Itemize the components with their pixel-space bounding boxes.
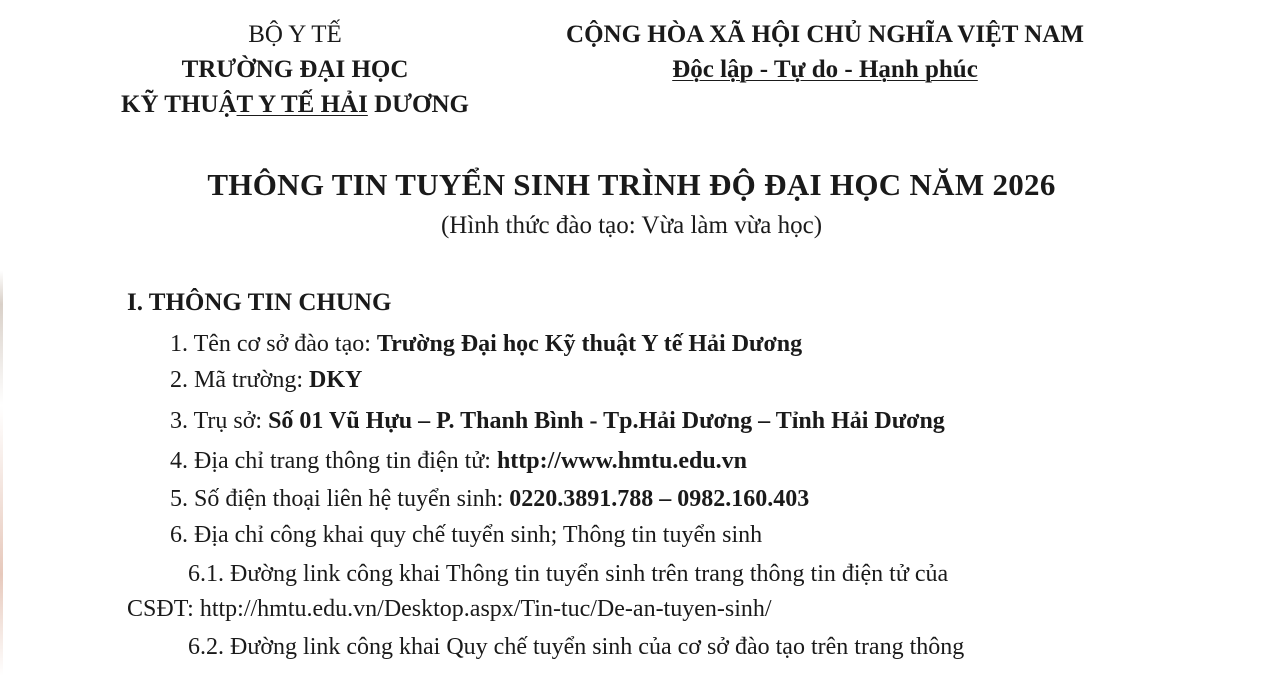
motto-text: Độc lập - Tự do - Hạnh phúc — [672, 56, 978, 83]
national-motto — [520, 55, 1130, 90]
info-value: DKY — [309, 367, 363, 393]
school-name-line1: TRƯỜNG ĐẠI HỌC — [181, 56, 409, 83]
info-item-address — [170, 406, 945, 436]
national-header — [520, 20, 1130, 90]
scan-edge-stripe — [0, 0, 3, 676]
info-value: http://www.hmtu.edu.vn — [496, 448, 748, 474]
info-value: 0220.3891.788 – 0982.160.403 — [509, 486, 810, 512]
info-label: 5. Số điện thoại liên hệ tuyển sinh: — [170, 486, 510, 512]
school-name-part2-underlined: T Y TẾ HẢI — [236, 91, 368, 118]
ministry-name: BỘ Y TẾ — [248, 21, 342, 48]
info-label: 2. Mã trường: — [170, 367, 310, 393]
info-label: 4. Địa chỉ trang thông tin điện tử: — [170, 448, 497, 474]
info-item-website — [170, 446, 747, 476]
info-value: Trường Đại học Kỹ thuật Y tế Hải Dương — [376, 331, 803, 357]
document-subtitle: (Hình thức đào tạo: Vừa làm vừa học) — [440, 212, 823, 239]
school-name-part3: DƯƠNG — [367, 91, 469, 118]
issuer-block — [95, 20, 495, 125]
school-name-part1: KỸ THUẬ — [121, 91, 237, 118]
sub-item-6-1-line1: 6.1. Đường link công khai Thông tin tuyển sinh trên trang thông tin điện tử của — [188, 561, 949, 587]
republic-title: CỘNG HÒA XÃ HỘI CHỦ NGHĨA VIỆT NAM — [566, 21, 1084, 48]
info-label: 3. Trụ sở: — [170, 408, 269, 434]
section-heading: I. THÔNG TIN CHUNG — [127, 289, 392, 316]
sub-item-6-2-line1: 6.2. Đường link công khai Quy chế tuyển sinh của cơ sở đào tạo trên trang thông — [188, 634, 965, 660]
document-title: THÔNG TIN TUYỂN SINH TRÌNH ĐỘ ĐẠI HỌC NĂM 2026 — [207, 167, 1056, 202]
info-item-regulation-address — [170, 520, 762, 550]
info-label: 1. Tên cơ sở đào tạo: — [170, 331, 377, 357]
info-label: 6. Địa chỉ công khai quy chế tuyển sinh; Thông tin tuyển sinh — [170, 522, 763, 548]
info-value: Số 01 Vũ Hựu – P. Thanh Bình - Tp.Hải Dương – Tỉnh Hải Dương — [268, 408, 945, 434]
info-item-school-code — [170, 365, 362, 395]
info-item-phone — [170, 484, 809, 514]
school-name-line2 — [95, 90, 495, 125]
sub-item-6-1-line2: CSĐT: http://hmtu.edu.vn/Desktop.aspx/Tin-tuc/De-an-tuyen-sinh/ — [127, 596, 772, 622]
info-item-school-name — [170, 329, 802, 359]
